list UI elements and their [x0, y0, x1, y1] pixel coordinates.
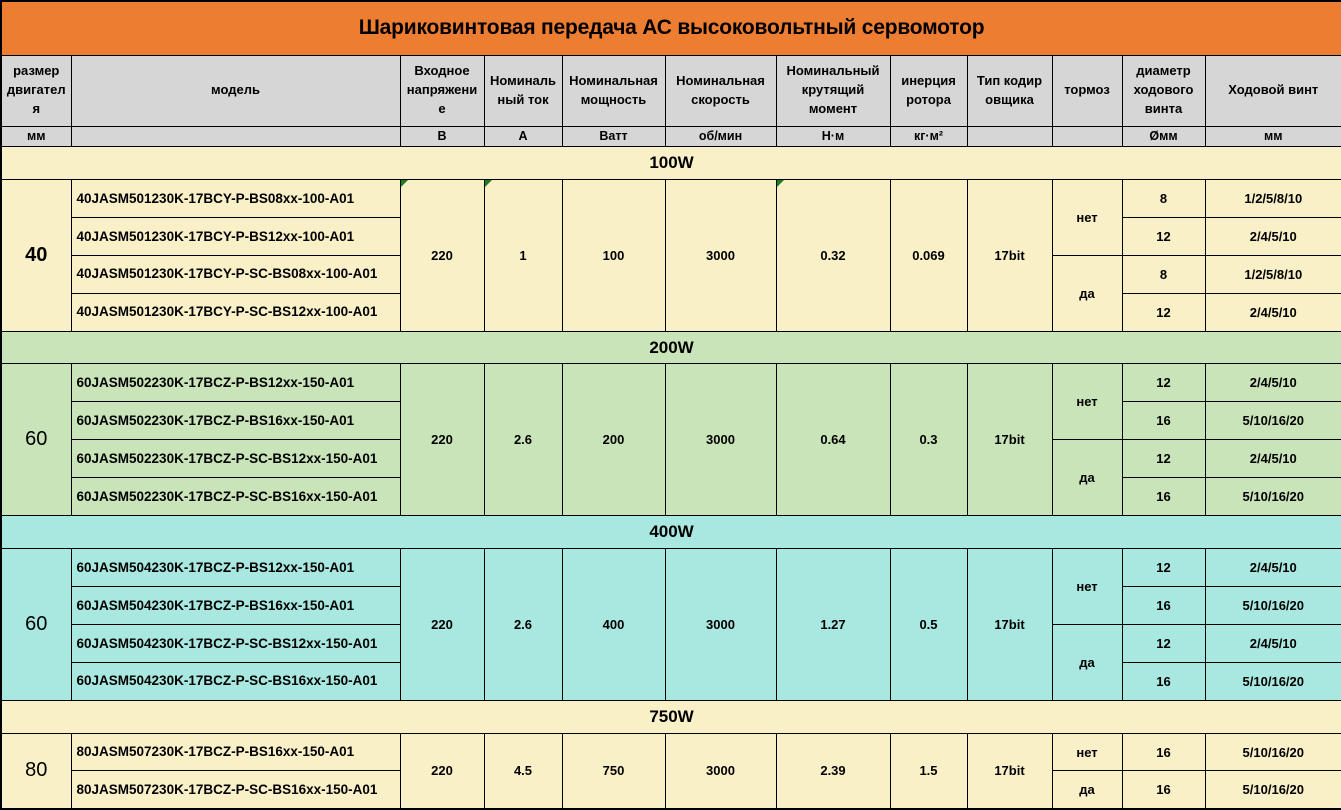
screw-cell: 5/10/16/20	[1205, 771, 1341, 809]
current-cell: 2.6	[484, 364, 562, 516]
torque-cell: 0.32	[776, 179, 890, 331]
screw-cell: 1/2/5/8/10	[1205, 179, 1341, 217]
column-header-model: модель	[71, 55, 400, 126]
power-cell: 100	[562, 179, 665, 331]
diameter-cell: 12	[1122, 364, 1205, 402]
diameter-cell: 12	[1122, 624, 1205, 662]
brake-cell: да	[1052, 624, 1122, 700]
brake-cell: нет	[1052, 733, 1122, 771]
column-header-brake: тормоз	[1052, 55, 1122, 126]
excel-error-flag-icon	[485, 180, 492, 187]
column-header-input-voltage: Входное напряжение	[400, 55, 484, 126]
unit-rotor-inertia: кг·м²	[890, 126, 967, 147]
model-cell: 60JASM502230K-17BCZ-P-SC-BS16xx-150-A01	[71, 478, 400, 516]
model-cell: 60JASM504230K-17BCZ-P-SC-BS16xx-150-A01	[71, 662, 400, 700]
diameter-cell: 12	[1122, 440, 1205, 478]
encoder-cell: 17bit	[967, 548, 1052, 700]
unit-motor-size: мм	[1, 126, 71, 147]
screw-cell: 2/4/5/10	[1205, 217, 1341, 255]
torque-cell: 1.27	[776, 548, 890, 700]
diameter-cell: 16	[1122, 771, 1205, 809]
model-cell: 60JASM502230K-17BCZ-P-SC-BS12xx-150-A01	[71, 440, 400, 478]
power-cell: 750	[562, 733, 665, 809]
voltage-cell: 220	[400, 548, 484, 700]
current-cell: 2.6	[484, 548, 562, 700]
speed-cell: 3000	[665, 179, 776, 331]
section-band-200w: 200W	[1, 331, 1341, 364]
section-band-400w: 400W	[1, 516, 1341, 549]
inertia-cell: 0.3	[890, 364, 967, 516]
torque-cell: 2.39	[776, 733, 890, 809]
screw-cell: 2/4/5/10	[1205, 548, 1341, 586]
encoder-cell: 17bit	[967, 733, 1052, 809]
column-header-rated-power: Номинальная мощность	[562, 55, 665, 126]
motor-size-cell: 60	[1, 548, 71, 700]
speed-cell: 3000	[665, 733, 776, 809]
inertia-cell: 0.069	[890, 179, 967, 331]
unit-input-voltage: В	[400, 126, 484, 147]
model-cell: 60JASM504230K-17BCZ-P-BS12xx-150-A01	[71, 548, 400, 586]
model-cell: 40JASM501230K-17BCY-P-SC-BS08xx-100-A01	[71, 255, 400, 293]
model-cell: 40JASM501230K-17BCY-P-BS08xx-100-A01	[71, 179, 400, 217]
brake-cell: да	[1052, 255, 1122, 331]
voltage-cell: 220	[400, 733, 484, 809]
screw-cell: 5/10/16/20	[1205, 733, 1341, 771]
voltage-cell: 220	[400, 179, 484, 331]
brake-cell: нет	[1052, 548, 1122, 624]
encoder-cell: 17bit	[967, 179, 1052, 331]
screw-cell: 2/4/5/10	[1205, 293, 1341, 331]
model-cell: 40JASM501230K-17BCY-P-SC-BS12xx-100-A01	[71, 293, 400, 331]
diameter-cell: 8	[1122, 255, 1205, 293]
column-header-lead-screw: Ходовой винт	[1205, 55, 1341, 126]
diameter-cell: 12	[1122, 217, 1205, 255]
diameter-cell: 16	[1122, 733, 1205, 771]
model-cell: 60JASM502230K-17BCZ-P-BS12xx-150-A01	[71, 364, 400, 402]
current-cell: 1	[484, 179, 562, 331]
brake-cell: нет	[1052, 364, 1122, 440]
speed-cell: 3000	[665, 364, 776, 516]
inertia-cell: 1.5	[890, 733, 967, 809]
diameter-cell: 16	[1122, 478, 1205, 516]
model-cell: 60JASM504230K-17BCZ-P-BS16xx-150-A01	[71, 586, 400, 624]
unit-brake	[1052, 126, 1122, 147]
unit-screw-diameter: Øмм	[1122, 126, 1205, 147]
unit-encoder-type	[967, 126, 1052, 147]
screw-cell: 2/4/5/10	[1205, 364, 1341, 402]
voltage-cell: 220	[400, 364, 484, 516]
diameter-cell: 16	[1122, 662, 1205, 700]
column-header-motor-size: размер двигателя	[1, 55, 71, 126]
unit-rated-speed: об/мин	[665, 126, 776, 147]
screw-cell: 1/2/5/8/10	[1205, 255, 1341, 293]
unit-rated-current: А	[484, 126, 562, 147]
unit-rated-power: Ватт	[562, 126, 665, 147]
encoder-cell: 17bit	[967, 364, 1052, 516]
model-cell: 40JASM501230K-17BCY-P-BS12xx-100-A01	[71, 217, 400, 255]
power-cell: 400	[562, 548, 665, 700]
speed-cell: 3000	[665, 548, 776, 700]
screw-cell: 5/10/16/20	[1205, 478, 1341, 516]
model-cell: 80JASM507230K-17BCZ-P-SC-BS16xx-150-A01	[71, 771, 400, 809]
diameter-cell: 16	[1122, 402, 1205, 440]
torque-cell: 0.64	[776, 364, 890, 516]
screw-cell: 5/10/16/20	[1205, 586, 1341, 624]
inertia-cell: 0.5	[890, 548, 967, 700]
excel-error-flag-icon	[777, 180, 784, 187]
screw-cell: 2/4/5/10	[1205, 624, 1341, 662]
diameter-cell: 16	[1122, 586, 1205, 624]
section-band-100w: 100W	[1, 147, 1341, 180]
brake-cell: да	[1052, 440, 1122, 516]
column-header-screw-diameter: диаметр ходового винта	[1122, 55, 1205, 126]
unit-rated-torque: Н·м	[776, 126, 890, 147]
section-band-750w: 750W	[1, 700, 1341, 733]
screw-cell: 2/4/5/10	[1205, 440, 1341, 478]
screw-cell: 5/10/16/20	[1205, 402, 1341, 440]
power-cell: 200	[562, 364, 665, 516]
diameter-cell: 8	[1122, 179, 1205, 217]
current-cell: 4.5	[484, 733, 562, 809]
column-header-encoder-type: Тип кодир овщика	[967, 55, 1052, 126]
motor-size-cell: 80	[1, 733, 71, 809]
unit-model	[71, 126, 400, 147]
model-cell: 60JASM502230K-17BCZ-P-BS16xx-150-A01	[71, 402, 400, 440]
screw-cell: 5/10/16/20	[1205, 662, 1341, 700]
excel-error-flag-icon	[401, 180, 408, 187]
column-header-rotor-inertia: инерция ротора	[890, 55, 967, 126]
column-header-rated-torque: Номинальный крутящий момент	[776, 55, 890, 126]
motor-size-cell: 60	[1, 364, 71, 516]
model-cell: 80JASM507230K-17BCZ-P-BS16xx-150-A01	[71, 733, 400, 771]
diameter-cell: 12	[1122, 548, 1205, 586]
motor-size-cell: 40	[1, 179, 71, 331]
page-title: Шариковинтовая передача АС высоковольтный сервомотор	[1, 1, 1341, 55]
model-cell: 60JASM504230K-17BCZ-P-SC-BS12xx-150-A01	[71, 624, 400, 662]
brake-cell: нет	[1052, 179, 1122, 255]
diameter-cell: 12	[1122, 293, 1205, 331]
column-header-rated-speed: Номинальная скорость	[665, 55, 776, 126]
brake-cell: да	[1052, 771, 1122, 809]
unit-lead-screw: мм	[1205, 126, 1341, 147]
column-header-rated-current: Номинальный ток	[484, 55, 562, 126]
